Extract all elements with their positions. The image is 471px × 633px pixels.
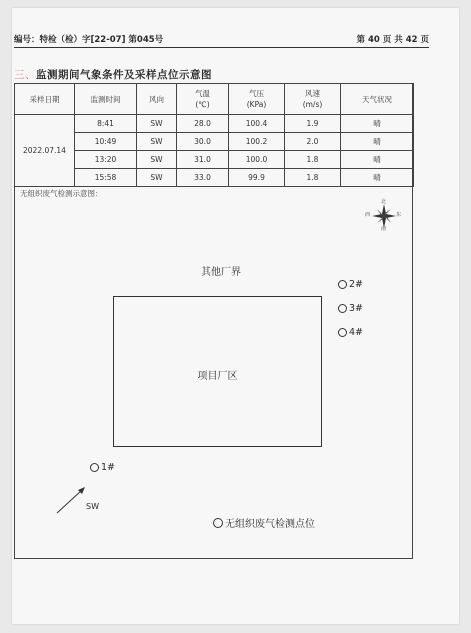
cell-time: 13:20 (75, 151, 137, 169)
table-row (15, 169, 414, 187)
cell-direction: SW (137, 151, 177, 169)
col-header-temperature: 气温 (℃) (177, 84, 229, 115)
cell-direction: SW (137, 115, 177, 133)
cell-pressure: 100.4 (229, 115, 285, 133)
monitoring-point-1: 1# (90, 462, 115, 473)
cell-pressure: 99.9 (229, 169, 285, 187)
section-title (14, 67, 212, 82)
header-divider (14, 47, 429, 48)
circle-marker-icon (338, 328, 347, 337)
cell-temperature: 30.0 (177, 133, 229, 151)
cell-time: 8:41 (75, 115, 137, 133)
cell-temperature: 28.0 (177, 115, 229, 133)
cell-weather: 晴 (341, 133, 414, 151)
compass-east: 东 (396, 212, 402, 218)
compass-south: 南 (381, 226, 387, 232)
cell-wind-speed: 2.0 (285, 133, 341, 151)
table-row (15, 151, 414, 169)
report-number: 编号：特检（检）字[22-07] 第045号 (14, 35, 164, 45)
cell-temperature: 33.0 (177, 169, 229, 187)
table-header-row (15, 84, 414, 115)
circle-marker-icon (213, 518, 223, 528)
cell-temperature: 31.0 (177, 151, 229, 169)
monitoring-point-2: 2# (338, 279, 363, 290)
cell-direction: SW (137, 133, 177, 151)
col-header-wind-speed: 风速 (m/s) (285, 84, 341, 115)
cell-weather: 晴 (341, 169, 414, 187)
diagram-label: 无组织废气检测示意图： (20, 189, 103, 198)
cell-pressure: 100.2 (229, 133, 285, 151)
cell-time: 10:49 (75, 133, 137, 151)
circle-marker-icon (338, 280, 347, 289)
monitoring-point-3: 3# (338, 303, 363, 314)
compass-rose (365, 199, 402, 232)
circle-marker-icon (338, 304, 347, 313)
col-header-time: 监测时间 (75, 84, 137, 115)
col-header-weather: 天气状况 (341, 84, 414, 115)
cell-wind-speed: 1.8 (285, 151, 341, 169)
cell-wind-speed: 1.8 (285, 169, 341, 187)
page-info: 第 40 页 共 42 页 (356, 35, 429, 45)
circle-marker-icon (90, 463, 99, 472)
legend (213, 515, 315, 530)
weather-table (14, 83, 414, 187)
wind-direction-arrow-icon (55, 485, 87, 515)
other-factory-label: 其他厂界 (201, 267, 241, 278)
project-area-label: 项目厂区 (197, 371, 238, 382)
col-header-date: 采样日期 (15, 84, 75, 115)
wind-direction-label: SW (86, 502, 99, 511)
col-header-pressure: 气压 (KPa) (229, 84, 285, 115)
legend-text: 无组织废气检测点位 (225, 519, 315, 530)
monitoring-point-4: 4# (338, 327, 363, 338)
section-number: 三、 (14, 69, 36, 81)
cell-weather: 晴 (341, 115, 414, 133)
cell-time: 15:58 (75, 169, 137, 187)
cell-wind-speed: 1.9 (285, 115, 341, 133)
project-area-box (113, 296, 322, 447)
cell-direction: SW (137, 169, 177, 187)
compass-west: 西 (365, 212, 371, 218)
table-row (15, 133, 414, 151)
cell-pressure: 100.0 (229, 151, 285, 169)
sampling-date: 2022.07.14 (15, 115, 75, 187)
section-title-text: 监测期间气象条件及采样点位示意图 (36, 69, 212, 81)
cell-weather: 晴 (341, 151, 414, 169)
col-header-direction: 风向 (137, 84, 177, 115)
compass-north: 北 (381, 199, 387, 205)
table-row (15, 115, 414, 133)
